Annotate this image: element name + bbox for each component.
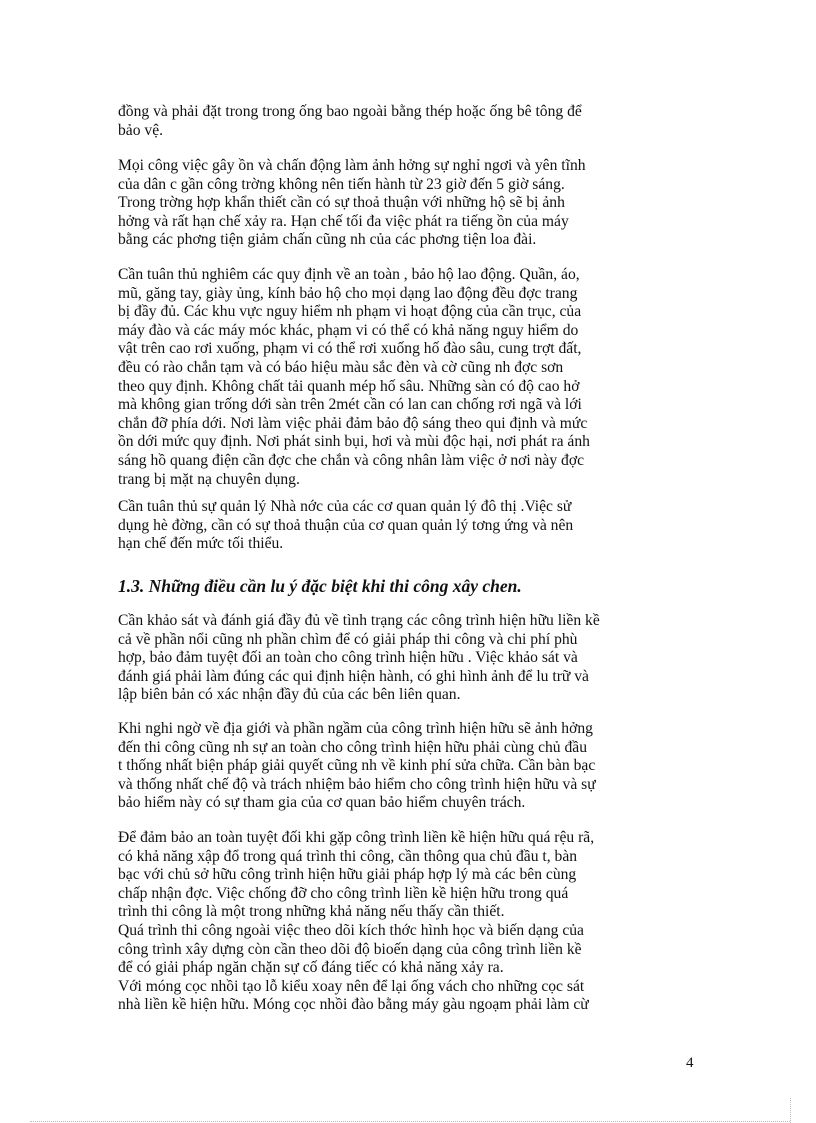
text-line: trang bị mặt nạ chuyên dụng. [118, 470, 300, 488]
text-line: dụng hè đờng, cần có sự thoả thuận của cơ quan quản lý tơng ứng và nên [118, 516, 574, 534]
page-number: 4 [686, 1055, 694, 1071]
text-line: Cần tuân thủ nghiêm các quy định về an toàn , bảo hộ lao động. Quần, áo, [118, 266, 580, 283]
text-line: Khi nghi ngờ về địa giới và phần ngầm của công trình hiện hữu sẽ ảnh hởng [118, 720, 593, 737]
text-line: công trình xây dựng còn cần theo dõi độ bioến dạng của công trình liền kề [118, 940, 582, 958]
paragraph-6 [118, 720, 696, 813]
text-line: cả về phần nổi cũng nh phần chìm để có giải pháp thi công và chi phí phù [118, 630, 578, 648]
text-line: Để đảm bảo an toàn tuyệt đối khi gặp công trình liền kề hiện hữu quá rệu rã, [118, 829, 595, 846]
text-line: vật trên cao rơi xuống, phạm vi có thể rơi xuống hố đào sâu, cung trợt đất, [118, 340, 582, 358]
text-line: hởng và rất hạn chế xảy ra. Hạn chế tối đa việc phát ra tiếng ồn của máy [118, 212, 569, 230]
text-line: theo quy định. Không chất tải quanh mép hố sâu. Những sàn có độ cao hở [118, 377, 580, 395]
page-border-bottom [30, 1121, 790, 1122]
text-line: mà không gian trống dới sàn trên 2mét cần có lan can chống rơi ngã và lới [118, 396, 582, 414]
text-line: có khả năng xập đổ trong quá trình thi công, cần thông qua chủ đầu t, bàn [118, 847, 578, 865]
text-line: mũ, găng tay, giày ủng, kính bảo hộ cho mọi dạng lao động đều đợc trang [118, 284, 578, 302]
text-line: bạc với chủ sở hữu công trình hiện hữu giải pháp hợp lý mà các bên cùng [118, 866, 577, 884]
text-line: sáng hồ quang điện cần đợc che chắn và công nhân làm việc ở nơi này đợc [118, 451, 584, 469]
text-line: bằng các phơng tiện giảm chấn cũng nh của các phơng tiện loa đài. [118, 231, 537, 249]
text-line: hạn chế đến mức tối thiểu. [118, 535, 284, 553]
text-line: bảo vệ. [118, 121, 164, 139]
paragraph-4 [118, 498, 696, 554]
text-line: Trong trờng hợp khẩn thiết cần có sự thoả thuận với những hộ sẽ bị ảnh [118, 194, 565, 212]
text-line: đồng và phải đặt trong trong ống bao ngoài bằng thép hoặc ống bê tông để [118, 103, 582, 120]
text-line: và thống nhất chế độ và trách nhiệm bảo hiểm cho công trình hiện hữu và sự [118, 775, 596, 793]
text-line: chắn đỡ phía dới. Nơi làm việc phải đảm bảo độ sáng theo qui định và mức [118, 414, 588, 432]
text-line: lập biên bản có xác nhận đầy đủ của các bên liên quan. [118, 686, 461, 704]
text-line: đánh giá phải làm đúng các qui định hiện hành, có ghi hình ảnh để lu trữ và [118, 667, 589, 685]
text-line: bảo hiểm này có sự tham gia của cơ quan bảo hiểm chuyên trách. [118, 794, 526, 812]
text-line: Với móng cọc nhồi tạo lỗ kiểu xoay nên để lại ống vách cho những cọc sát [118, 977, 585, 995]
text-line: trình thi công là một trong những khả năng nếu thấy cần thiết. [118, 903, 505, 921]
paragraph-3 [118, 266, 696, 489]
text-line: của dân c gần công trờng không nên tiến hành từ 23 giờ đến 5 giờ sáng. [118, 175, 565, 193]
text-line: Quá trình thi công ngoài việc theo dõi kích thớc hình học và biến dạng của [118, 921, 584, 939]
text-line: t thống nhất biện pháp giải quyết cũng nh về kinh phí sửa chữa. Cần bàn bạc [118, 757, 596, 775]
paragraph-7 [118, 829, 696, 1015]
paragraph-2 [118, 157, 696, 250]
text-line: bị đầy đủ. Các khu vực nguy hiểm nh phạm vi hoạt động của cần trục, của [118, 303, 582, 321]
paragraph-1 [118, 103, 696, 140]
text-line: hợp, bảo đảm tuyệt đối an toàn cho công trình hiện hữu . Việc khảo sát và [118, 649, 578, 667]
text-line: Cần khảo sát và đánh giá đầy đủ về tình trạng các công trình hiện hữu liền kề [118, 612, 600, 629]
text-line: chấp nhận đợc. Việc chống đỡ cho công trình liền kề hiện hữu trong quá [118, 884, 569, 902]
paragraph-5 [118, 612, 696, 705]
text-line: máy đào và các máy móc khác, phạm vi có thể có khả năng nguy hiểm do [118, 321, 579, 339]
section-heading: 1.3. Những điều cần lu ý đặc biệt khi thi công xây chen. [118, 576, 522, 596]
text-line: Cần tuân thủ sự quản lý Nhà nớc của các cơ quan quản lý đô thị .Việc sử [118, 498, 572, 515]
text-line: ồn dới mức quy định. Nơi phát sinh bụi, hơi và mùi độc hại, nơi phát ra ánh [118, 433, 590, 451]
text-line: để có giải pháp ngăn chặn sự cố đáng tiếc có khả năng xảy ra. [118, 959, 504, 977]
text-line: Mọi công việc gây ồn và chấn động làm ảnh hởng sự nghỉ ngơi và yên tĩnh [118, 157, 586, 174]
text-line: đến thi công cũng nh sự an toàn cho công trình hiện hữu phải cùng chủ đầu [118, 738, 588, 756]
text-line: nhà liền kề hiện hữu. Móng cọc nhồi đào bằng máy gàu ngoạm phải làm cừ [118, 996, 589, 1014]
text-line: đều có rào chắn tạm và có báo hiệu màu sắc đèn và cờ cũng nh đợc sơn [118, 358, 564, 376]
page-border-right [790, 1098, 791, 1123]
